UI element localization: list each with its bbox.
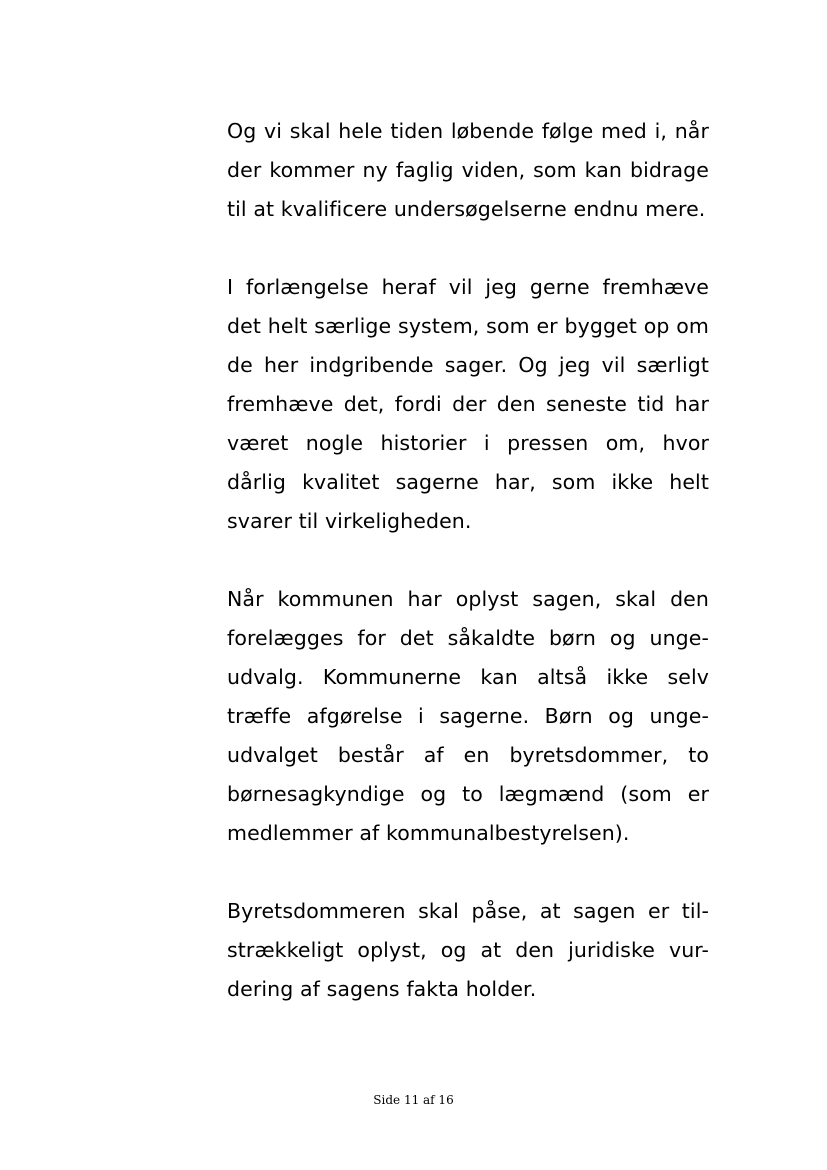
page-number: Side 11 af 16 bbox=[373, 1093, 454, 1107]
paragraph-1: Og vi skal hele tiden løbende følge med i, når der kommer ny faglig viden, som kan bidrage til at kvalificere undersøgelserne endnu mere. bbox=[227, 119, 709, 221]
paragraph-4: Byretsdommeren skal påse, at sagen er til-strækkeligt oplyst, og at den juridiske vur-dering af sagens fakta holder. bbox=[227, 899, 709, 1001]
document-body bbox=[227, 112, 709, 1009]
paragraph-2: I forlængelse heraf vil jeg gerne fremhæve det helt særlige system, som er bygget op om de her indgribende sager. Og jeg vil særligt fremhæve det, fordi der den seneste tid har været nogle historier i pressen om, hvor dårlig kvalitet sagerne har, som ikke helt svarer til virkeligheden. bbox=[227, 275, 709, 533]
paragraph-3: Når kommunen har oplyst sagen, skal den forelægges for det såkaldte børn og unge-udvalg. Kommunerne kan altså ikke selv træffe afgørelse i sagerne. Børn og unge-udvalget består af en byretsdommer, to børnesagkyndige og to lægmænd (som er medlemmer af kommunalbestyrelsen). bbox=[227, 587, 709, 845]
